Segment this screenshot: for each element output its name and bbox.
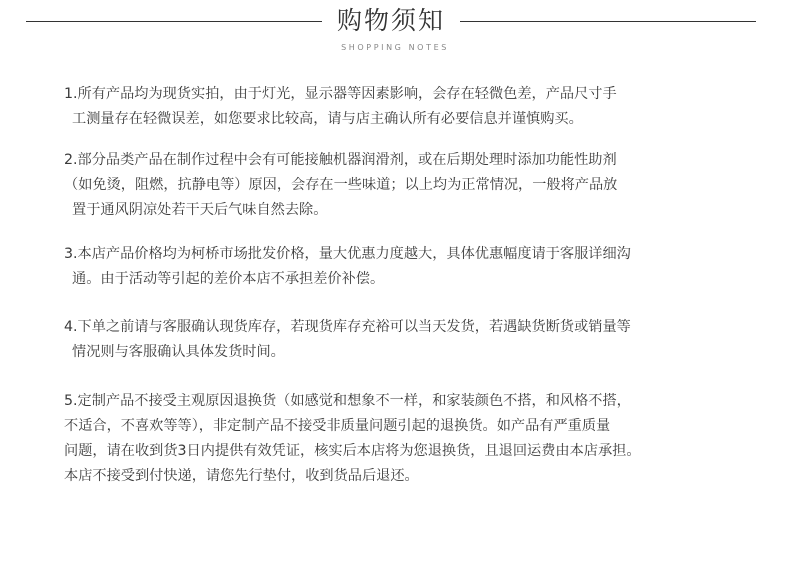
note-1-line-2: 工测量存在轻微误差，如您要求比较高，请与店主确认所有必要信息并谨慎购买。 — [72, 111, 583, 127]
page-title: 购物须知 — [336, 6, 445, 35]
note-4-line-1: 4.下单之前请与客服确认现货库存，若现货库存充裕可以当天发货，若遇缺货断货或销量等 — [64, 319, 631, 335]
header-divider-right — [460, 21, 756, 22]
note-5-line-2: 不适合，不喜欢等等），非定制产品不接受非质量问题引起的退换货。如产品有严重质量 — [64, 418, 611, 434]
note-5-line-3: 问题，请在收到货3日内提供有效凭证，核实后本店将为您退换货，且退回运费由本店承担。 — [64, 443, 641, 459]
note-3 — [64, 242, 744, 292]
note-2 — [64, 148, 744, 223]
note-5 — [64, 389, 744, 489]
note-1 — [64, 82, 744, 132]
note-3-line-2: 通。由于活动等引起的差价本店不承担差价补偿。 — [72, 271, 385, 287]
note-2-line-1: 2.部分品类产品在制作过程中会有可能接触机器润滑剂，或在后期处理时添加功能性助剂 — [64, 152, 617, 168]
notes-list — [64, 82, 744, 489]
note-2-line-2: （如免烫，阻燃，抗静电等）原因，会存在一些味道；以上均为正常情况，一般将产品放 — [64, 177, 618, 193]
note-4-line-2: 情况则与客服确认具体发货时间。 — [72, 344, 285, 360]
note-2-line-3: 置于通风阴凉处若干天后气味自然去除。 — [72, 202, 328, 218]
note-5-line-4: 本店不接受到付快递，请您先行垫付，收到货品后退还。 — [64, 468, 419, 484]
page-subtitle: SHOPPING NOTES — [341, 43, 449, 52]
page-header — [0, 0, 790, 60]
note-4 — [64, 315, 744, 365]
header-divider-left — [26, 21, 322, 22]
note-3-line-1: 3.本店产品价格均为柯桥市场批发价格，量大优惠力度越大，具体优惠幅度请于客服详细沟 — [64, 246, 631, 262]
note-1-line-1: 1.所有产品均为现货实拍，由于灯光，显示器等因素影响，会存在轻微色差，产品尺寸手 — [64, 86, 617, 102]
note-5-line-1: 5.定制产品不接受主观原因退换货（如感觉和想象不一样，和家装颜色不搭，和风格不搭， — [64, 393, 631, 409]
